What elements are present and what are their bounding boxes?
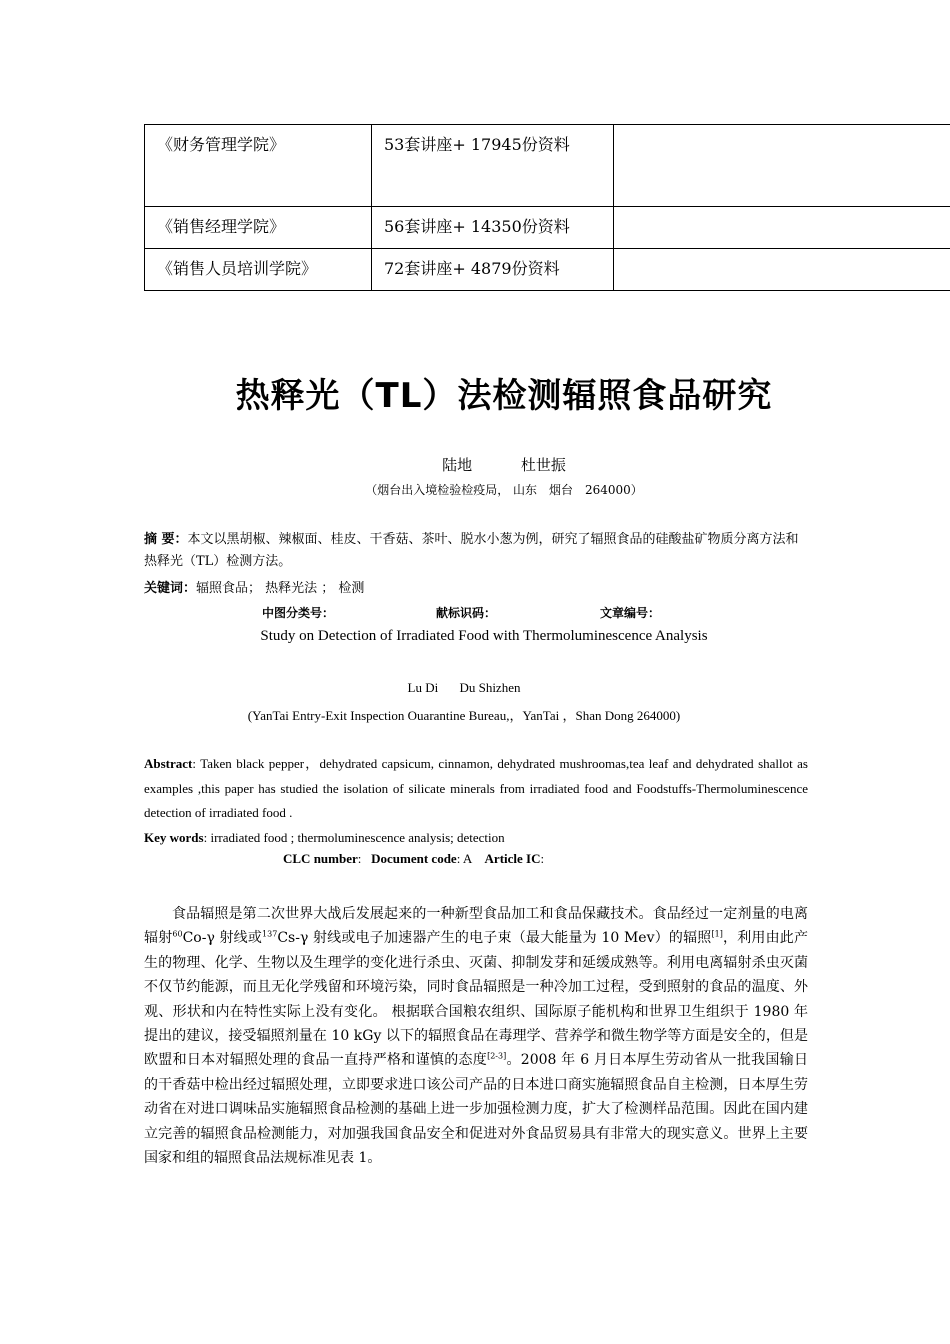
note-cell [614,125,950,207]
college-cell: 《财务管理学院》 [145,125,372,207]
paper-title-en: Study on Detection of Irradiated Food with Thermoluminescence Analysis [260,628,708,644]
article-no-label-cn: 文章编号： [600,606,661,620]
paper-title: 热释光（TL）法检测辐照食品研究 [235,376,773,416]
author-1-cn: 陆地 [442,456,473,474]
authors-en [144,680,784,696]
clc-sep-en: : [357,851,372,866]
keywords-en [144,826,808,851]
doc-code-label-cn: 献标识码： [436,606,497,620]
body-text-1: 食品辐照是第二次世界大战后发展起来的一种新型食品加工和食品保藏技术。食品经过一定剂量的电离辐射 [144,906,808,947]
body-text-5: 。2008 年 6 月日本厚生劳动省从一批我国输日的干香菇中检出经过辐照处理，立即要求进口该公司产品的日本进口商实施辐照食品自主检测，日本厚生劳动省在对进口调味品实施辐照食品检测的基础上进一步加强检测力度，扩大了检测样品范围。因此在国内建立完善的辐照食品检测能力，对加强我国食品安全和促进对外食品贸易具有非常大的现实意义。世界上主要国家和组的辐照食品法规标准见表 1。 [144,1052,809,1167]
author-1-en: Lu Di [407,680,439,695]
citation-ref-1: [1] [711,929,723,939]
content-cell: 53套讲座+ 17945份资料 [372,125,614,207]
body-paragraph [144,902,808,1170]
content-cell: 56套讲座+ 14350份资料 [372,207,614,249]
content-cell: 72套讲座+ 4879份资料 [372,249,614,291]
body-text-2: Co-γ 射线或 [182,930,263,947]
note-cell [614,249,950,291]
keywords-cn-text: 辐照食品； 热释光法 ； 检测 [196,581,365,596]
authors-cn [144,454,864,475]
body-text-4: ，利用由此产生的物理、化学、生物以及生理学的变化进行杀虫、灭菌、抑制发芽和延缓成熟等。利用电离辐射杀虫灭菌不仅节约能源，而且无化学残留和环境污染，同时食品辐照是一种冷加工过程，受到照射的食品的温度、外观、形状和内在特性实际上没有变化。 根据联合国粮农组织、国际原子能机构和世界卫生组织于 1980 年提出的建议，接受辐照剂量在 10 kGy 以下的辐照食品在毒理学、营养学和微生物学等方面是安全的，但是欧盟和日本对辐照处理的食品一直持严格和谨慎的态度 [144,930,808,1069]
college-cell: 《销售人员培训学院》 [145,249,372,291]
abstract-en [144,752,808,826]
keywords-en-text: : irradiated food ; thermoluminescence analysis; detection [203,830,505,845]
keywords-cn-label: 关键词： [144,581,197,596]
body-text-3: Cs-γ 射线或电子加速器产生的电子束（最大能量为 10 Mev）的辐照 [277,930,712,947]
clc-label-en: CLC number [283,851,358,866]
table-row [145,249,950,291]
abstract-cn-label: 摘 要： [144,532,188,547]
article-label-en: Article IC [484,851,541,866]
note-cell [614,207,950,249]
table-row [145,207,950,249]
abstract-en-text: : Taken black pepper，dehydrated capsicum, cinnamon, dehydrated mushroomas,tea leaf and dehydrated shallot as examples ,this paper has studied the isolation of silicate minerals from irradiated food and Foodstuffs-Thermoluminescence detection of irradiated food . [144,756,808,820]
table-row [145,125,950,207]
abstract-cn [144,529,808,573]
classification-en [283,851,544,867]
author-2-cn: 杜世振 [520,456,566,474]
author-2-en: Du Shizhen [459,680,521,695]
keywords-en-label: Key words [144,830,204,845]
affiliation-en: (YanTai Entry-Exit Inspection Ouarantine Bureau,，YanTai ，Shan Dong 264000) [247,708,681,723]
abstract-cn-text: 本文以黑胡椒、辣椒面、桂皮、干香菇、茶叶、脱水小葱为例，研究了辐照食品的硅酸盐矿物质分离方法和热释光（TL）检测方法。 [144,532,799,569]
course-table [144,124,950,291]
isotope-137: 137 [262,929,278,939]
affiliation-cn: （烟台出入境检验检疫局， 山东 烟台 264000） [365,483,643,497]
abstract-en-label: Abstract [144,756,193,771]
doc-code-value-en: : A [456,851,485,866]
college-cell: 《销售经理学院》 [145,207,372,249]
article-value-en: : [540,851,545,866]
doc-code-label-en: Document code [371,851,457,866]
citation-ref-2-3: [2-3] [487,1051,507,1061]
clc-label-cn: 中图分类号： [262,606,335,620]
keywords-cn [144,578,808,600]
isotope-60: 60 [172,929,183,939]
